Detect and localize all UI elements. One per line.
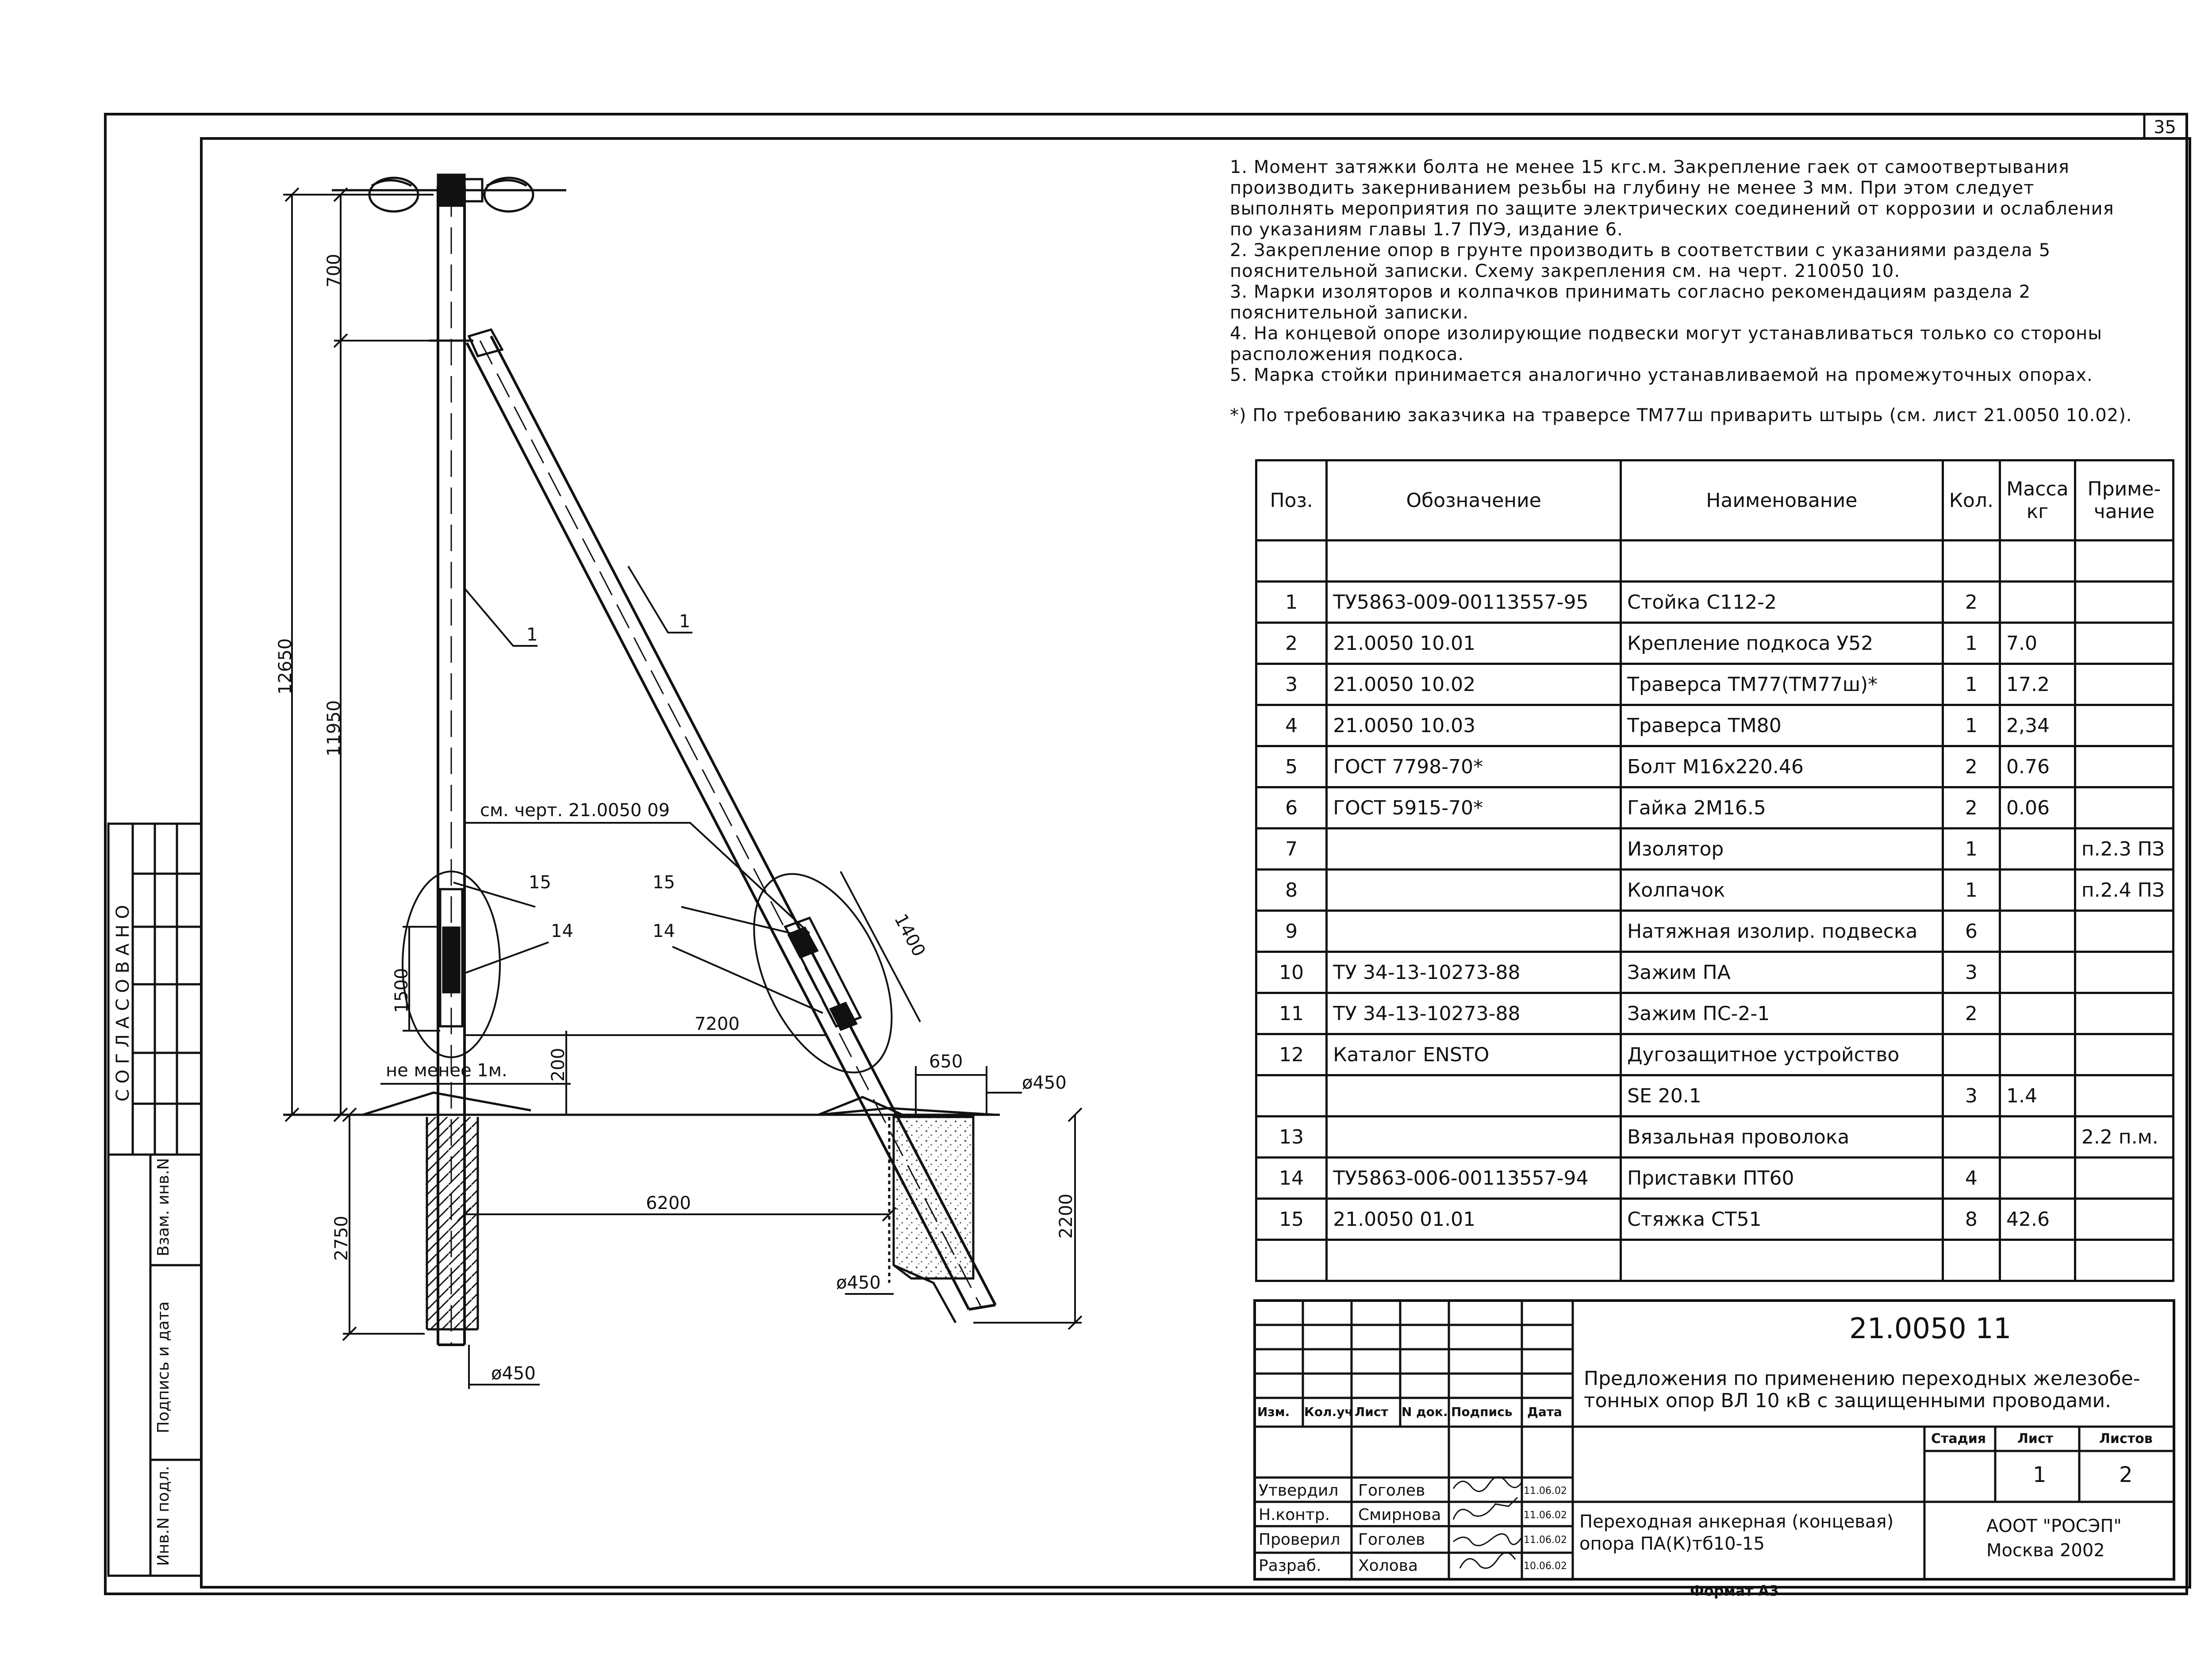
- dim-min-1m: не менее 1м.: [386, 1060, 507, 1081]
- name-approved: Гоголев: [1358, 1481, 1425, 1500]
- cell-position: 14: [1256, 1158, 1327, 1199]
- dim-1500: 1500: [392, 968, 412, 1013]
- cell-name: Зажим ПА: [1621, 952, 1943, 993]
- specification-table: [1255, 459, 2174, 1282]
- table-row: [1256, 1117, 2174, 1158]
- table-row: [1256, 870, 2174, 911]
- table-header-row: [1256, 461, 2174, 541]
- cell-position: [1256, 1075, 1327, 1117]
- cell-name: Зажим ПС-2-1: [1621, 993, 1943, 1034]
- stamp-replace-inventory: Взам. инв.N: [154, 1158, 173, 1256]
- table-row: [1256, 1199, 2174, 1240]
- date-approved: 11.06.02: [1524, 1485, 1567, 1497]
- dim-11950: 11950: [324, 700, 344, 756]
- position-label-15-pole: 15: [529, 872, 551, 893]
- role-checked: Проверил: [1259, 1531, 1340, 1549]
- cell-position: [1256, 541, 1327, 582]
- cell-position: 13: [1256, 1117, 1327, 1158]
- cell-mass: 2,34: [2000, 705, 2075, 746]
- role-developed: Разраб.: [1259, 1557, 1321, 1575]
- dim-650: 650: [929, 1052, 963, 1072]
- sheet-format: Формат А3: [1690, 1582, 1779, 1599]
- dim-6200: 6200: [646, 1193, 691, 1213]
- note-line: расположения подкоса.: [1230, 344, 1464, 365]
- dim-7200: 7200: [695, 1014, 740, 1034]
- cell-designation: [1327, 541, 1621, 582]
- cell-mass: [2000, 829, 2075, 870]
- cell-note: [2075, 1199, 2173, 1240]
- cell-note: [2075, 1240, 2173, 1281]
- cell-position: 4: [1256, 705, 1327, 746]
- cell-note: [2075, 1034, 2173, 1075]
- cell-designation: ТУ 34-13-10273-88: [1327, 993, 1621, 1034]
- cell-note: 2.2 п.м.: [2075, 1117, 2173, 1158]
- insulator-assembly: [332, 175, 566, 211]
- cell-designation: 21.0050 10.01: [1327, 623, 1621, 664]
- drawing-name-line-1: Переходная анкерная (концевая): [1579, 1512, 1894, 1532]
- specification-table-body: [1256, 541, 2174, 1281]
- dim-2750: 2750: [331, 1216, 352, 1261]
- stamp-inventory-original: Инв.N подл.: [154, 1466, 173, 1566]
- dim-1400: 1400: [890, 910, 929, 960]
- name-checked: Гоголев: [1358, 1531, 1425, 1549]
- note-line: 3. Марки изоляторов и колпачков принимать согласно рекомендациям раздела 2: [1230, 282, 2031, 302]
- cell-position: 11: [1256, 993, 1327, 1034]
- cell-position: 8: [1256, 870, 1327, 911]
- cell-mass: [2000, 952, 2075, 993]
- cell-note: п.2.3 ПЗ: [2075, 829, 2173, 870]
- cell-designation: [1327, 1075, 1621, 1117]
- cell-position: 15: [1256, 1199, 1327, 1240]
- dim-diameter-450-strut: ø450: [836, 1273, 881, 1293]
- note-line: 2. Закрепление опор в грунте производить в соответствии с указаниями раздела 5: [1230, 240, 2051, 261]
- position-label-14-strut: 14: [653, 921, 675, 941]
- cell-name: Дугозащитное устройство: [1621, 1034, 1943, 1075]
- cell-name: Болт М16х220.46: [1621, 746, 1943, 787]
- cell-note: [2075, 952, 2173, 993]
- cell-mass: 7.0: [2000, 623, 2075, 664]
- cell-quantity: 1: [1943, 623, 2000, 664]
- cell-name: Крепление подкоса У52: [1621, 623, 1943, 664]
- sheet-number: 35: [2154, 117, 2176, 138]
- label-stage: Стадия: [1931, 1431, 1986, 1447]
- organization-name: АООТ "РОСЭП": [1986, 1516, 2122, 1536]
- cell-name: [1621, 541, 1943, 582]
- table-row: [1256, 1158, 2174, 1199]
- cell-mass: [2000, 870, 2075, 911]
- cell-position: 12: [1256, 1034, 1327, 1075]
- cell-quantity: 2: [1943, 787, 2000, 829]
- cell-designation: [1327, 911, 1621, 952]
- cell-position: 1: [1256, 582, 1327, 623]
- table-row: [1256, 705, 2174, 746]
- signatures: [1453, 1477, 1522, 1568]
- pit-main: [426, 1117, 479, 1329]
- dim-700: 700: [324, 253, 344, 288]
- table-row: [1256, 1034, 2174, 1075]
- cell-designation: [1327, 1240, 1621, 1281]
- date-norm-control: 11.06.02: [1524, 1510, 1567, 1521]
- column-label-change: Изм.: [1257, 1405, 1290, 1419]
- project-title-line-1: Предложения по применению переходных железобе-: [1584, 1367, 2140, 1390]
- name-norm-control: Смирнова: [1358, 1506, 1441, 1524]
- cell-mass: [2000, 911, 2075, 952]
- cell-mass: [2000, 1158, 2075, 1199]
- table-row: [1256, 952, 2174, 993]
- cell-quantity: 1: [1943, 829, 2000, 870]
- note-line: пояснительной записки.: [1230, 303, 1469, 323]
- cell-quantity: 1: [1943, 870, 2000, 911]
- position-label-1-strut: 1: [679, 611, 691, 632]
- value-sheets-total: 2: [2119, 1462, 2133, 1487]
- table-row: [1256, 664, 2174, 705]
- label-sheets-total: Листов: [2099, 1431, 2153, 1447]
- cell-designation: ТУ5863-006-00113557-94: [1327, 1158, 1621, 1199]
- cell-name: Приставки ПТ60: [1621, 1158, 1943, 1199]
- cell-mass: 17.2: [2000, 664, 2075, 705]
- cell-mass: [2000, 993, 2075, 1034]
- cell-position: [1256, 1240, 1327, 1281]
- cell-position: 7: [1256, 829, 1327, 870]
- table-row: [1256, 787, 2174, 829]
- cell-quantity: [1943, 1034, 2000, 1075]
- table-row: [1256, 829, 2174, 870]
- cell-name: Гайка 2М16.5: [1621, 787, 1943, 829]
- cell-note: [2075, 993, 2173, 1034]
- cell-designation: 21.0050 10.02: [1327, 664, 1621, 705]
- cell-position: 6: [1256, 787, 1327, 829]
- cell-designation: 21.0050 01.01: [1327, 1199, 1621, 1240]
- cell-note: [2075, 746, 2173, 787]
- cell-note: [2075, 541, 2173, 582]
- column-header-name: Наименование: [1621, 461, 1943, 541]
- cell-quantity: 3: [1943, 1075, 2000, 1117]
- cell-designation: ГОСТ 7798-70*: [1327, 746, 1621, 787]
- table-row: [1256, 911, 2174, 952]
- column-header-note: Приме- чание: [2075, 461, 2173, 541]
- cell-name: Стойка С112-2: [1621, 582, 1943, 623]
- dim-diameter-450-top: ø450: [1022, 1073, 1067, 1093]
- ground: [283, 1093, 1000, 1115]
- cell-quantity: 2: [1943, 582, 2000, 623]
- column-label-signature: Подпись: [1451, 1405, 1513, 1419]
- cell-name: Натяжная изолир. подвеска: [1621, 911, 1943, 952]
- table-row: [1256, 541, 2174, 582]
- cell-designation: Каталог ENSTO: [1327, 1034, 1621, 1075]
- cell-mass: [2000, 582, 2075, 623]
- cell-mass: 0.76: [2000, 746, 2075, 787]
- column-header-mass: Масса кг: [2000, 461, 2075, 541]
- dim-200: 200: [548, 1048, 568, 1082]
- cell-designation: ТУ 34-13-10273-88: [1327, 952, 1621, 993]
- cell-note: [2075, 664, 2173, 705]
- column-label-count: Кол.уч: [1304, 1405, 1353, 1419]
- cell-position: 3: [1256, 664, 1327, 705]
- cell-name: SE 20.1: [1621, 1075, 1943, 1117]
- cell-name: Вязальная проволока: [1621, 1117, 1943, 1158]
- column-header-quantity: Кол.: [1943, 461, 2000, 541]
- cell-position: 9: [1256, 911, 1327, 952]
- cell-note: [2075, 623, 2173, 664]
- position-label-1-pole: 1: [526, 625, 538, 645]
- column-header-designation: Обозначение: [1327, 461, 1621, 541]
- cell-note: [2075, 911, 2173, 952]
- cell-quantity: 1: [1943, 664, 2000, 705]
- cell-designation: 21.0050 10.03: [1327, 705, 1621, 746]
- value-sheet: 1: [2033, 1462, 2047, 1487]
- position-label-14-pole: 14: [551, 921, 573, 941]
- dim-12650: 12650: [275, 638, 296, 695]
- role-norm-control: Н.контр.: [1259, 1506, 1330, 1524]
- cell-mass: 42.6: [2000, 1199, 2075, 1240]
- note-line: производить закерниванием резьбы на глубину не менее 3 мм. При этом следует: [1230, 178, 2035, 198]
- general-notes: [1230, 157, 2185, 426]
- note-line: по указаниям главы 1.7 ПУЭ, издание 6.: [1230, 219, 1623, 240]
- leader-lines: [453, 566, 823, 1013]
- cell-name: Траверса ТМ80: [1621, 705, 1943, 746]
- cell-note: [2075, 1158, 2173, 1199]
- cell-designation: [1327, 829, 1621, 870]
- table-row: [1256, 623, 2174, 664]
- cell-mass: [2000, 541, 2075, 582]
- cell-position: 2: [1256, 623, 1327, 664]
- cell-quantity: 1: [1943, 705, 2000, 746]
- note-customer-request: *) По требованию заказчика на траверсе ТМ77ш приварить штырь (см. лист 21.0050 10.02).: [1230, 405, 2132, 426]
- cell-mass: 1.4: [2000, 1075, 2075, 1117]
- cell-quantity: 2: [1943, 993, 2000, 1034]
- stamp-agreed: С О Г Л А С О В А Н О: [113, 905, 133, 1101]
- cell-note: [2075, 787, 2173, 829]
- table-row: [1256, 582, 2174, 623]
- cell-quantity: 6: [1943, 911, 2000, 952]
- cell-designation: [1327, 870, 1621, 911]
- cell-name: [1621, 1240, 1943, 1281]
- table-row: [1256, 993, 2174, 1034]
- cell-quantity: [1943, 1117, 2000, 1158]
- cell-designation: ГОСТ 5915-70*: [1327, 787, 1621, 829]
- cell-note: [2075, 705, 2173, 746]
- cell-mass: [2000, 1117, 2075, 1158]
- drawing-name-line-2: опора ПА(К)тб10-15: [1579, 1534, 1765, 1554]
- cell-position: 10: [1256, 952, 1327, 993]
- project-title-line-2: тонных опор ВЛ 10 кВ с защищенными проводами.: [1584, 1389, 2112, 1412]
- cell-name: Изолятор: [1621, 829, 1943, 870]
- table-row: [1256, 1075, 2174, 1117]
- drawing-code: 21.0050 11: [1849, 1313, 2012, 1345]
- position-label-15-strut: 15: [653, 872, 675, 893]
- table-row: [1256, 746, 2174, 787]
- column-header-position: Поз.: [1256, 461, 1327, 541]
- cell-position: 5: [1256, 746, 1327, 787]
- cell-name: Траверса ТМ77(ТМ77ш)*: [1621, 664, 1943, 705]
- cell-quantity: 3: [1943, 952, 2000, 993]
- note-line: пояснительной записки. Схему закрепления см. на черт. 210050 10.: [1230, 261, 1901, 281]
- note-line: 1. Момент затяжки болта не менее 15 кгс.м. Закрепление гаек от самоотвертывания: [1230, 157, 2070, 177]
- reference-drawing-label: см. черт. 21.0050 09: [480, 800, 670, 821]
- cell-note: [2075, 582, 2173, 623]
- column-label-document: N док.: [1402, 1405, 1448, 1419]
- note-line: 5. Марка стойки принимается аналогично устанавливаемой на промежуточных опорах.: [1230, 365, 2093, 385]
- cell-name: Колпачок: [1621, 870, 1943, 911]
- cell-quantity: [1943, 1240, 2000, 1281]
- cell-mass: [2000, 1240, 2075, 1281]
- stamp-sign-date: Подпись и дата: [154, 1301, 173, 1433]
- dim-2200: 2200: [1056, 1194, 1076, 1239]
- cell-quantity: 2: [1943, 746, 2000, 787]
- cell-quantity: 8: [1943, 1199, 2000, 1240]
- column-label-sheet: Лист: [1355, 1405, 1388, 1419]
- note-line: выполнять мероприятия по защите электрических соединений от коррозии и ослабления: [1230, 199, 2114, 219]
- date-checked: 11.06.02: [1524, 1535, 1567, 1546]
- organization-city-year: Москва 2002: [1986, 1540, 2105, 1561]
- cell-quantity: 4: [1943, 1158, 2000, 1199]
- cell-designation: ТУ5863-009-00113557-95: [1327, 582, 1621, 623]
- cell-note: [2075, 1075, 2173, 1117]
- cell-mass: [2000, 1034, 2075, 1075]
- date-developed: 10.06.02: [1524, 1561, 1567, 1572]
- cell-name: Стяжка СТ51: [1621, 1199, 1943, 1240]
- column-label-date: Дата: [1527, 1405, 1562, 1419]
- cell-mass: 0.06: [2000, 787, 2075, 829]
- table-row: [1256, 1240, 2174, 1281]
- label-sheet: Лист: [2017, 1431, 2054, 1447]
- role-approved: Утвердил: [1259, 1481, 1339, 1500]
- dim-diameter-450-pole: ø450: [491, 1363, 536, 1384]
- cell-quantity: [1943, 541, 2000, 582]
- name-developed: Холова: [1358, 1557, 1418, 1575]
- cell-note: п.2.4 ПЗ: [2075, 870, 2173, 911]
- cell-designation: [1327, 1117, 1621, 1158]
- note-line: 4. На концевой опоре изолирующие подвески могут устанавливаться только со стороны: [1230, 323, 2102, 344]
